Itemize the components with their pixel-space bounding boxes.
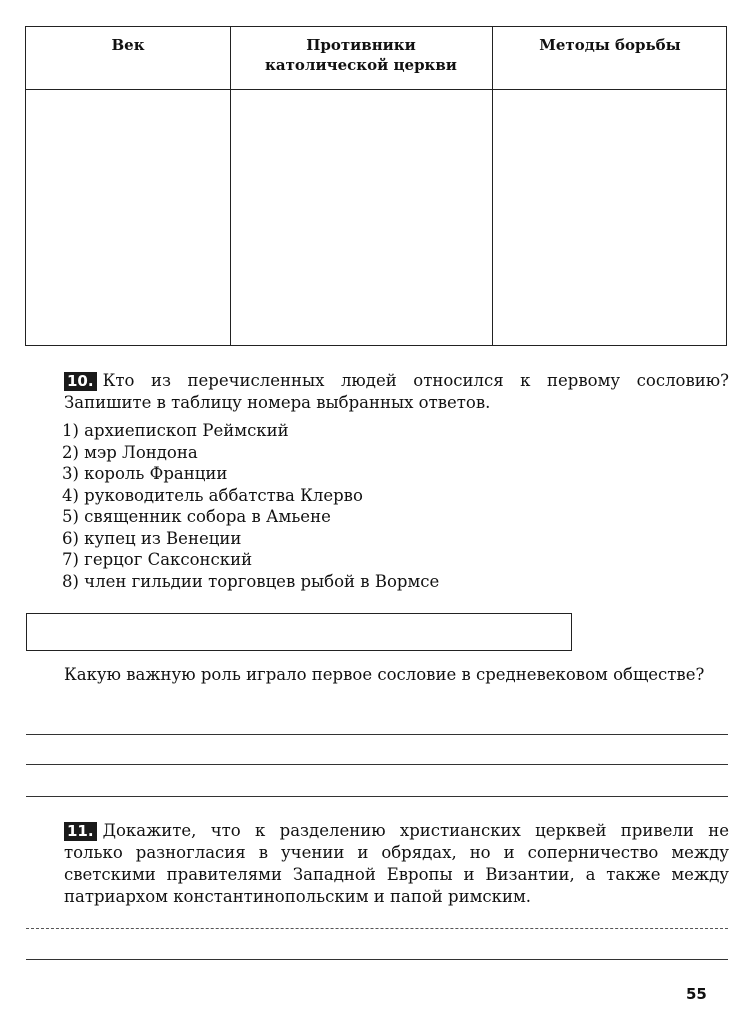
list-item: 1) архиепископ Реймский	[62, 421, 289, 440]
list-item: 2) мэр Лондона	[62, 442, 198, 462]
list-item: 3) король Франции	[62, 464, 228, 483]
task-number: 10.	[64, 372, 97, 391]
table-header-methods: Методы борьбы	[539, 36, 681, 54]
answer-box[interactable]	[26, 613, 572, 651]
writing-line[interactable]	[26, 959, 728, 960]
task-text: Докажите, что к разделению христианских церквей привели не только разногласия в учении и обрядах, но и соперничество между светскими правителями Западной Европы и Византии, а также между патриархом константинопольским и папой римским.	[64, 821, 729, 906]
writing-line[interactable]	[26, 764, 728, 765]
task-number: 11.	[64, 822, 97, 841]
task-10	[64, 370, 729, 414]
page-number: 55	[686, 985, 707, 1003]
question-text: Какую важную роль играло первое сословие в средневековом обществе?	[64, 665, 705, 684]
task-text: Кто из перечисленных людей относился к первому сословию? Запишите в таблицу номера выбранных ответов.	[64, 371, 729, 412]
answer-table	[25, 26, 727, 346]
table-header-century: Век	[111, 36, 145, 54]
table-header-opponents: Противники католической церкви	[265, 36, 457, 74]
writing-line[interactable]	[26, 796, 728, 797]
list-item: 8) член гильдии торговцев рыбой в Вормсе	[62, 571, 440, 591]
writing-line[interactable]	[26, 928, 728, 929]
task-11	[64, 820, 729, 908]
list-item: 5) священник собора в Амьене	[62, 507, 331, 526]
writing-line[interactable]	[26, 734, 728, 735]
table-column-divider	[492, 27, 493, 345]
list-item: 4) руководитель аббатства Клерво	[62, 485, 363, 505]
table-header-divider	[26, 89, 726, 90]
answer-options	[62, 420, 439, 592]
list-item: 6) купец из Венеции	[62, 528, 242, 548]
list-item: 7) герцог Саксонский	[62, 550, 253, 569]
